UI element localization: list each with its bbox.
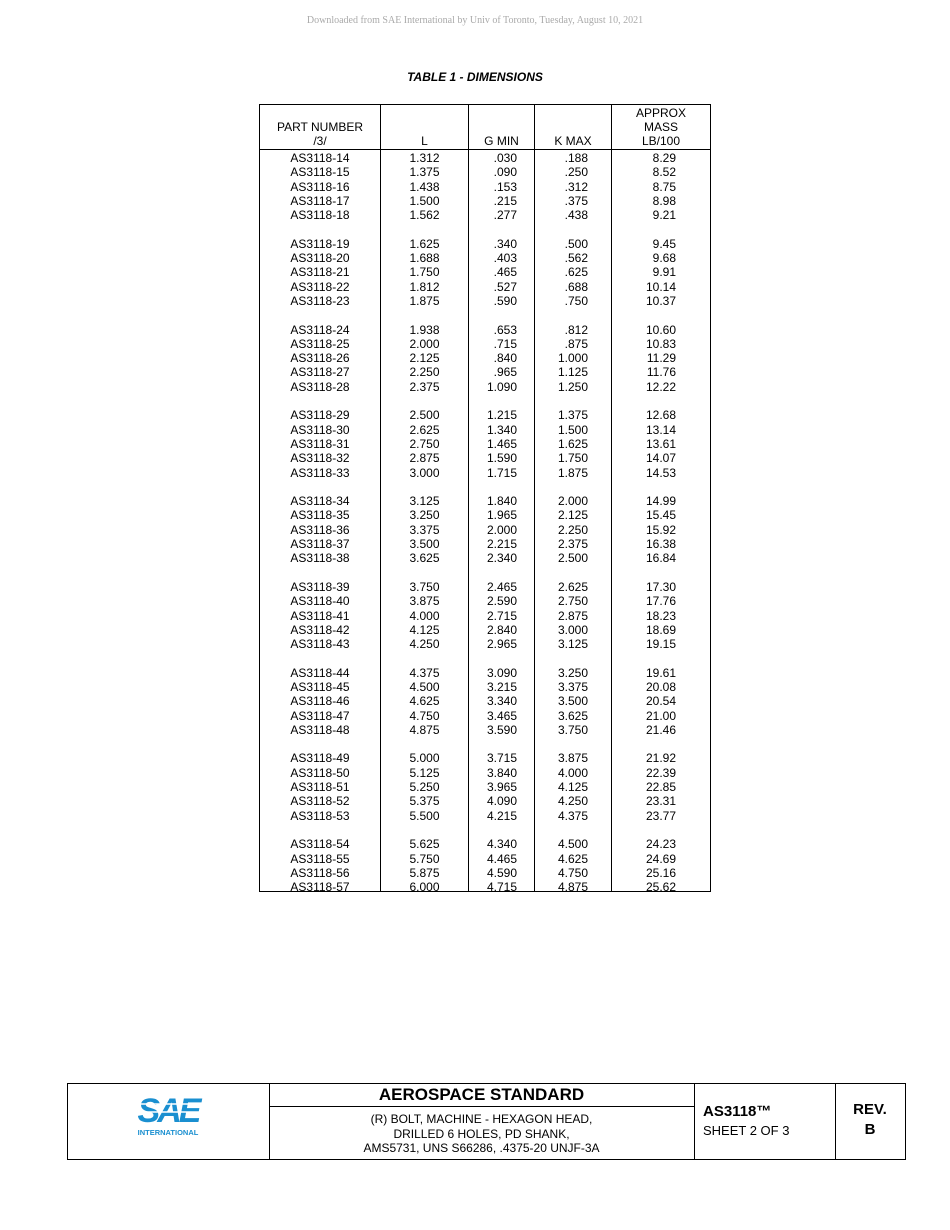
column-mass xyxy=(612,105,710,895)
table-cell: 2.750 xyxy=(409,436,440,451)
table-cell: 9.45 xyxy=(652,236,676,251)
table-cell: 10.14 xyxy=(645,279,676,294)
table-cell: 10.37 xyxy=(645,293,676,308)
table-cell: AS3118-22 xyxy=(290,279,350,294)
table-cell: AS3118-23 xyxy=(290,293,350,308)
table-cell: 13.14 xyxy=(645,422,676,437)
table-cell: AS3118-46 xyxy=(290,694,350,709)
table-cell: .375 xyxy=(564,193,588,208)
table-cell: 22.85 xyxy=(645,780,676,795)
table-cell: 3.500 xyxy=(409,537,440,552)
table-cell: 2.625 xyxy=(557,579,588,594)
table-cell: .750 xyxy=(564,293,588,308)
table-cell: 19.61 xyxy=(645,665,676,680)
table-cell: 21.92 xyxy=(645,751,676,766)
table-cell: 1.215 xyxy=(486,408,517,423)
table-cell: 5.750 xyxy=(409,851,440,866)
table-cell: AS3118-20 xyxy=(290,251,350,266)
table-cell: .875 xyxy=(564,336,588,351)
table-cell: 4.715 xyxy=(486,880,517,895)
table-cell: 3.965 xyxy=(486,780,517,795)
header-part-line2: /3/ xyxy=(313,134,327,148)
table-cell: AS3118-55 xyxy=(290,851,350,866)
table-cell: 14.99 xyxy=(645,494,676,509)
table-cell: 4.875 xyxy=(409,722,440,737)
table-cell: AS3118-16 xyxy=(290,179,350,194)
table-cell: 1.438 xyxy=(409,179,440,194)
table-cell: 3.250 xyxy=(557,665,588,680)
standard-description xyxy=(269,1107,694,1156)
table-cell: AS3118-38 xyxy=(290,551,350,566)
table-cell: 1.375 xyxy=(557,408,588,423)
header-part-line1: PART NUMBER xyxy=(276,120,363,134)
table-cell: 20.08 xyxy=(645,679,676,694)
table-cell: 3.465 xyxy=(486,708,517,723)
table-cell: 3.375 xyxy=(557,679,588,694)
table-cell: AS3118-41 xyxy=(290,608,350,623)
table-cell: 3.715 xyxy=(486,751,517,766)
table-cell: 1.312 xyxy=(409,151,440,165)
table-cell: AS3118-53 xyxy=(290,808,350,823)
header-mass-line1: APPROX xyxy=(635,106,686,120)
table-cell: 1.938 xyxy=(409,322,440,337)
table-cell: 8.98 xyxy=(652,193,676,208)
table-cell: 1.965 xyxy=(486,508,517,523)
header-g-min xyxy=(469,105,534,150)
table-cell: 16.84 xyxy=(645,551,676,566)
table-cell: 4.125 xyxy=(557,780,588,795)
header-l xyxy=(381,105,468,150)
table-cell: 3.625 xyxy=(557,708,588,723)
table-cell: 4.250 xyxy=(557,794,588,809)
table-cell: 1.875 xyxy=(557,465,588,480)
table-cell: 6.000 xyxy=(409,880,440,895)
table-cell: .965 xyxy=(493,365,517,380)
table-cell: 10.60 xyxy=(645,322,676,337)
table-cell: 4.250 xyxy=(409,637,440,652)
table-cell: .277 xyxy=(493,208,517,223)
table-cell: 3.875 xyxy=(557,751,588,766)
table-cell: .312 xyxy=(564,179,588,194)
table-cell: 5.625 xyxy=(409,837,440,852)
table-cell: 21.00 xyxy=(645,708,676,723)
table-cell: 1.500 xyxy=(409,193,440,208)
table-cell: 8.75 xyxy=(652,179,676,194)
table-cell: .215 xyxy=(493,193,517,208)
table-cell: AS3118-14 xyxy=(290,151,350,165)
table-cell: .465 xyxy=(493,265,517,280)
table-cell: .812 xyxy=(564,322,588,337)
table-cell: 3.090 xyxy=(486,665,517,680)
table-cell: 3.340 xyxy=(486,694,517,709)
table-cell: 1.500 xyxy=(557,422,588,437)
table-cell: .653 xyxy=(493,322,517,337)
table-cell: 8.29 xyxy=(652,151,676,165)
table-cell: AS3118-48 xyxy=(290,722,350,737)
table-cell: 4.750 xyxy=(557,865,588,880)
mass-cells xyxy=(612,151,710,894)
table-cell: 2.465 xyxy=(486,579,517,594)
table-cell: 4.500 xyxy=(409,679,440,694)
table-cell: 5.000 xyxy=(409,751,440,766)
table-cell: AS3118-27 xyxy=(290,365,350,380)
table-cell: 15.45 xyxy=(645,508,676,523)
revision-cell xyxy=(835,1084,905,1159)
column-part-number xyxy=(260,105,381,895)
table-cell: .625 xyxy=(564,265,588,280)
download-watermark: Downloaded from SAE International by Univ of Toronto, Tuesday, August 10, 2021 xyxy=(306,15,644,26)
table-cell: 4.875 xyxy=(557,880,588,895)
table-cell: 17.30 xyxy=(645,579,676,594)
table-cell: 1.465 xyxy=(486,436,517,451)
table-cell: 2.715 xyxy=(486,608,517,623)
table-cell: AS3118-17 xyxy=(290,193,350,208)
table-cell: 1.590 xyxy=(486,451,517,466)
table-cell: 1.715 xyxy=(486,465,517,480)
table-cell: 5.125 xyxy=(409,765,440,780)
table-cell: 4.625 xyxy=(557,851,588,866)
table-cell: AS3118-29 xyxy=(290,408,350,423)
table-cell: 4.375 xyxy=(557,808,588,823)
table-cell: 2.750 xyxy=(557,594,588,609)
table-cell: 15.92 xyxy=(645,522,676,537)
table-cell: .590 xyxy=(493,293,517,308)
table-cell: 4.125 xyxy=(409,622,440,637)
table-cell: .527 xyxy=(493,279,517,294)
table-cell: 23.31 xyxy=(645,794,676,809)
table-cell: 3.375 xyxy=(409,522,440,537)
table-cell: AS3118-30 xyxy=(290,422,350,437)
table-cell: 3.125 xyxy=(409,494,440,509)
table-cell: AS3118-44 xyxy=(290,665,350,680)
table-cell: AS3118-36 xyxy=(290,522,350,537)
table-cell: AS3118-24 xyxy=(290,322,350,337)
table-cell: 1.340 xyxy=(486,422,517,437)
column-k-max xyxy=(535,105,612,895)
table-cell: 4.590 xyxy=(486,865,517,880)
table-cell: AS3118-18 xyxy=(290,208,350,223)
g-min-cells xyxy=(469,151,534,894)
table-cell: 4.625 xyxy=(409,694,440,709)
table-cell: 1.250 xyxy=(557,379,588,394)
table-cell: 4.465 xyxy=(486,851,517,866)
description-line-1: (R) BOLT, MACHINE - HEXAGON HEAD, xyxy=(370,1112,593,1126)
standard-heading: AEROSPACE STANDARD xyxy=(269,1084,694,1107)
table-cell: 2.000 xyxy=(557,494,588,509)
table-cell: 1.750 xyxy=(409,265,440,280)
table-cell: AS3118-21 xyxy=(290,265,350,280)
table-cell: .188 xyxy=(564,151,588,165)
header-mass-line3: LB/100 xyxy=(641,134,681,148)
table-cell: 4.215 xyxy=(486,808,517,823)
table-cell: 1.840 xyxy=(486,494,517,509)
column-l xyxy=(381,105,469,895)
table-cell: 2.500 xyxy=(557,551,588,566)
table-cell: .250 xyxy=(564,165,588,180)
table-cell: AS3118-42 xyxy=(290,622,350,637)
standard-title-cell xyxy=(269,1084,695,1159)
table-cell: .840 xyxy=(493,351,517,366)
table-cell: AS3118-39 xyxy=(290,579,350,594)
description-line-2: DRILLED 6 HOLES, PD SHANK, xyxy=(393,1126,570,1141)
header-k-label: K MAX xyxy=(554,134,592,148)
table-cell: 3.840 xyxy=(486,765,517,780)
table-cell: 2.375 xyxy=(557,537,588,552)
table-cell: 3.750 xyxy=(557,722,588,737)
table-cell: 3.215 xyxy=(486,679,517,694)
table-cell: AS3118-35 xyxy=(290,508,350,523)
table-cell: 3.875 xyxy=(409,594,440,609)
table-cell: .562 xyxy=(564,251,588,266)
table-cell: AS3118-28 xyxy=(290,379,350,394)
table-cell: AS3118-57 xyxy=(290,880,350,895)
l-cells xyxy=(381,151,468,894)
table-cell: 19.15 xyxy=(645,637,676,652)
table-cell: 9.91 xyxy=(652,265,676,280)
table-cell: AS3118-25 xyxy=(290,336,350,351)
table-cell: .340 xyxy=(493,236,517,251)
table-cell: .500 xyxy=(564,236,588,251)
revision-label: REV. xyxy=(853,1101,887,1118)
logo-cell xyxy=(68,1084,270,1159)
header-mass-line2: MASS xyxy=(643,120,678,134)
table-cell: 12.68 xyxy=(645,408,676,423)
table-cell: 2.000 xyxy=(409,336,440,351)
table-cell: 14.53 xyxy=(645,465,676,480)
table-cell: AS3118-26 xyxy=(290,351,350,366)
table-cell: 1.688 xyxy=(409,251,440,266)
table-cell: AS3118-52 xyxy=(290,794,350,809)
k-max-cells xyxy=(535,151,611,894)
table-cell: 8.52 xyxy=(652,165,676,180)
table-cell: 1.562 xyxy=(409,208,440,223)
table-cell: 5.500 xyxy=(409,808,440,823)
table-cell: 10.83 xyxy=(645,336,676,351)
document-number: AS3118™ xyxy=(703,1103,772,1120)
table-cell: 22.39 xyxy=(645,765,676,780)
table-cell: .403 xyxy=(493,251,517,266)
table-cell: 9.21 xyxy=(652,208,676,223)
table-cell: 3.625 xyxy=(409,551,440,566)
table-cell: .153 xyxy=(493,179,517,194)
table-cell: AS3118-45 xyxy=(290,679,350,694)
table-cell: 2.590 xyxy=(486,594,517,609)
table-cell: 3.590 xyxy=(486,722,517,737)
part-number-cells xyxy=(260,151,380,894)
table-cell: 25.16 xyxy=(645,865,676,880)
table-cell: 1.812 xyxy=(409,279,440,294)
table-cell: .090 xyxy=(493,165,517,180)
table-cell: 4.000 xyxy=(409,608,440,623)
table-cell: .030 xyxy=(493,151,517,165)
header-part-number xyxy=(260,105,380,150)
table-cell: 3.500 xyxy=(557,694,588,709)
document-number-cell xyxy=(694,1084,836,1159)
table-cell: 13.61 xyxy=(645,436,676,451)
table-cell: 2.875 xyxy=(557,608,588,623)
table-cell: 11.76 xyxy=(646,365,676,380)
table-cell: AS3118-43 xyxy=(290,637,350,652)
table-cell: 24.23 xyxy=(645,837,676,852)
table-cell: 24.69 xyxy=(645,851,676,866)
table-cell: 3.125 xyxy=(557,637,588,652)
description-line-3: AMS5731, UNS S66286, .4375-20 UNJF-3A xyxy=(363,1141,600,1155)
table-cell: 3.250 xyxy=(409,508,440,523)
table-cell: 4.090 xyxy=(486,794,517,809)
table-cell: 2.340 xyxy=(486,551,517,566)
table-cell: AS3118-19 xyxy=(290,236,350,251)
table-cell: AS3118-49 xyxy=(290,751,350,766)
revision-value: B xyxy=(864,1121,876,1138)
column-g-min xyxy=(469,105,535,895)
table-cell: 5.250 xyxy=(409,780,440,795)
table-cell: 18.69 xyxy=(645,622,676,637)
table-cell: 18.23 xyxy=(645,608,676,623)
table-cell: 25.62 xyxy=(645,880,676,895)
table-cell: 1.375 xyxy=(409,165,440,180)
table-cell: 4.000 xyxy=(557,765,588,780)
title-block xyxy=(67,1083,906,1160)
table-cell: 17.76 xyxy=(645,594,676,609)
table-cell: 1.125 xyxy=(557,365,588,380)
table-cell: 3.000 xyxy=(557,622,588,637)
table-cell: AS3118-37 xyxy=(290,537,350,552)
table-cell: 9.68 xyxy=(652,251,676,266)
table-cell: AS3118-32 xyxy=(290,451,350,466)
table-cell: 3.750 xyxy=(409,579,440,594)
table-cell: AS3118-15 xyxy=(290,165,350,180)
table-title: TABLE 1 - DIMENSIONS xyxy=(407,70,543,84)
table-cell: 3.000 xyxy=(409,465,440,480)
table-cell: 2.965 xyxy=(486,637,517,652)
table-cell: 2.000 xyxy=(486,522,517,537)
table-cell: AS3118-34 xyxy=(290,494,350,509)
table-cell: 2.215 xyxy=(486,537,517,552)
table-cell: 21.46 xyxy=(645,722,676,737)
sae-logo xyxy=(134,1092,206,1142)
table-cell: 1.625 xyxy=(557,436,588,451)
table-cell: AS3118-47 xyxy=(290,708,350,723)
table-cell: 4.500 xyxy=(557,837,588,852)
header-l-label: L xyxy=(421,134,428,148)
table-cell: 1.090 xyxy=(486,379,517,394)
table-cell: 12.22 xyxy=(645,379,676,394)
table-cell: 1.875 xyxy=(409,293,440,308)
table-cell: 4.340 xyxy=(486,837,517,852)
table-cell: 1.000 xyxy=(557,351,588,366)
table-cell: 14.07 xyxy=(645,451,676,466)
table-cell: AS3118-50 xyxy=(290,765,350,780)
header-mass xyxy=(612,105,710,150)
table-cell: 5.875 xyxy=(409,865,440,880)
table-cell: 2.125 xyxy=(409,351,440,366)
table-cell: 2.840 xyxy=(486,622,517,637)
table-cell: 11.29 xyxy=(646,351,676,366)
table-cell: 5.375 xyxy=(409,794,440,809)
table-cell: AS3118-40 xyxy=(290,594,350,609)
table-cell: .438 xyxy=(564,208,588,223)
table-cell: 2.250 xyxy=(557,522,588,537)
header-g-label: G MIN xyxy=(484,134,519,148)
table-cell: 4.750 xyxy=(409,708,440,723)
sae-logo-subtext: INTERNATIONAL xyxy=(137,1128,199,1137)
table-cell: 4.375 xyxy=(409,665,440,680)
table-cell: 20.54 xyxy=(645,694,676,709)
table-cell: 2.625 xyxy=(409,422,440,437)
table-cell: 2.125 xyxy=(557,508,588,523)
header-k-max xyxy=(535,105,611,150)
table-cell: .715 xyxy=(493,336,517,351)
table-cell: 1.625 xyxy=(409,236,440,251)
table-cell: AS3118-51 xyxy=(290,780,350,795)
table-cell: .688 xyxy=(564,279,588,294)
table-cell: AS3118-56 xyxy=(290,865,350,880)
table-cell: 23.77 xyxy=(645,808,676,823)
table-cell: 2.875 xyxy=(409,451,440,466)
table-cell: AS3118-33 xyxy=(290,465,350,480)
dimensions-table xyxy=(259,104,711,895)
table-cell: 2.250 xyxy=(409,365,440,380)
table-cell: 16.38 xyxy=(645,537,676,552)
table-cell: 2.500 xyxy=(409,408,440,423)
table-cell: AS3118-54 xyxy=(290,837,350,852)
table-cell: AS3118-31 xyxy=(290,436,350,451)
sheet-number: SHEET 2 OF 3 xyxy=(703,1123,790,1138)
table-cell: 2.375 xyxy=(409,379,440,394)
table-cell: 1.750 xyxy=(557,451,588,466)
sae-logo-text: SAE xyxy=(137,1092,199,1130)
